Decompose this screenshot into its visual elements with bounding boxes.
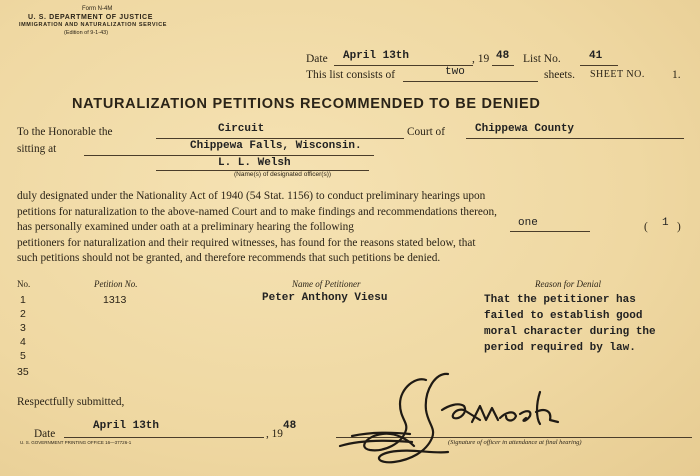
court-type-line: [156, 138, 404, 139]
petition-count-word: one: [518, 217, 538, 229]
department: U. S. DEPARTMENT OF JUSTICE: [28, 14, 153, 21]
col-name-header: Name of Petitioner: [292, 279, 361, 289]
sheet-no-value: 1.: [672, 69, 681, 81]
sitting-label: sitting at: [17, 143, 57, 155]
denial-reason-line: failed to establish good: [484, 310, 643, 322]
printing-note: U. S. GOVERNMENT PRINTING OFFICE 16—37726-1: [20, 440, 132, 445]
row-number: 1: [20, 294, 26, 306]
footer-year-prefix: , 19: [266, 428, 283, 440]
court-type: Circuit: [218, 123, 265, 135]
honorable-label: To the Honorable the: [17, 126, 113, 138]
body-line-5: such petitions should not be granted, and therefore recommends that such petitions be denied.: [17, 252, 441, 264]
footer-date-label: Date: [34, 428, 56, 440]
sheets-label: sheets.: [544, 69, 575, 81]
sheet-no-label: SHEET NO.: [590, 69, 645, 80]
date-value: April 13th: [343, 50, 410, 62]
signature-image: [330, 366, 590, 474]
footer-date-line: [64, 437, 264, 438]
county: Chippewa County: [475, 123, 575, 135]
footer-year-value: 48: [283, 420, 297, 432]
edition: (Edition of 9-1-43): [64, 30, 109, 36]
sheets-line: [403, 81, 538, 82]
sheets-count: two: [445, 66, 465, 78]
county-line: [466, 138, 684, 139]
body-line-2: petitions for naturalization to the above-named Court and to make findings and recommendations thereon,: [17, 206, 497, 218]
col-reason-header: Reason for Denial: [535, 279, 601, 289]
row-number: 4: [20, 336, 26, 348]
year-line: [492, 65, 514, 66]
body-line-4: petitioners for naturalization and their required witnesses, has found for the reasons stated below, that: [17, 237, 476, 249]
col-no-header: No.: [17, 279, 31, 289]
service: IMMIGRATION AND NATURALIZATION SERVICE: [19, 22, 168, 28]
year-value: 48: [496, 50, 510, 62]
page-title: NATURALIZATION PETITIONS RECOMMENDED TO BE DENIED: [72, 96, 541, 112]
list-label: List No.: [523, 53, 561, 65]
row-number: 3: [20, 322, 26, 334]
petition-number: 1313: [103, 294, 127, 306]
list-value: 41: [589, 50, 603, 62]
officer-name: L. L. Welsh: [218, 157, 291, 169]
count-word-line: [510, 231, 590, 232]
respectfully-label: Respectfully submitted,: [17, 396, 125, 408]
footer-date-value: April 13th: [93, 420, 160, 432]
list-line: [580, 65, 618, 66]
year-prefix: , 19: [472, 53, 490, 65]
denial-reason-line: moral character during the: [484, 326, 656, 338]
officer-caption: (Name(s) of designated officer(s)): [234, 171, 332, 178]
denial-reason-line: period required by law.: [484, 342, 636, 354]
form-number: Form N-4M: [82, 6, 113, 12]
court-of-label: Court of: [407, 126, 445, 138]
count-paren-open: (: [644, 221, 648, 233]
row-number: 5: [20, 350, 26, 362]
petition-count-num: 1: [662, 217, 669, 229]
petitioner-name: Peter Anthony Viesu: [262, 292, 388, 304]
row-number: 35: [17, 366, 29, 378]
sitting-line: [84, 155, 374, 156]
denial-reason-line: That the petitioner has: [484, 294, 636, 306]
signature-caption: (Signature of officer in attendance at final hearing): [448, 439, 582, 446]
col-petition-header: Petition No.: [94, 279, 138, 289]
date-label: Date: [306, 53, 328, 65]
row-number: 2: [20, 308, 26, 320]
count-paren-close: ): [677, 221, 681, 233]
sitting-place: Chippewa Falls, Wisconsin.: [190, 140, 362, 152]
body-line-1: duly designated under the Nationality Act of 1940 (54 Stat. 1156) to conduct preliminary hearings upon: [17, 190, 486, 202]
body-line-3a: has personally examined under oath at a preliminary hearing the following: [17, 221, 354, 233]
consists-label: This list consists of: [306, 69, 396, 81]
